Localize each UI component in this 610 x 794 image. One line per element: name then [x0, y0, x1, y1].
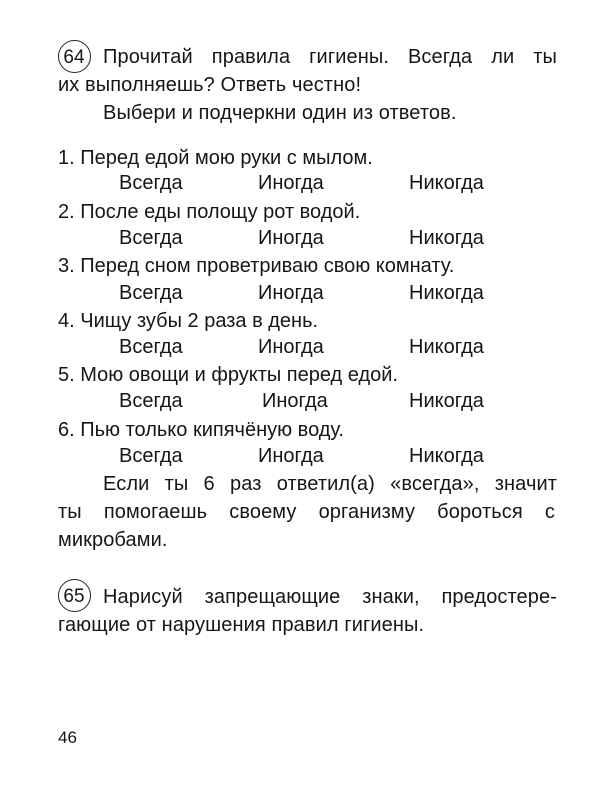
- option-never[interactable]: Никогда: [409, 390, 484, 412]
- option-always[interactable]: Всегда: [119, 172, 183, 194]
- option-sometimes[interactable]: Иногда: [258, 336, 324, 358]
- task-65-line-2: гающие от нарушения правил гигиены.: [58, 614, 425, 636]
- task-65-number-badge: 65: [58, 579, 91, 612]
- rule-item-1: 1. Перед едой мою руки с мылом.: [58, 147, 373, 169]
- answer-options-2: [0, 226, 610, 250]
- rule-item-6: 6. Пью только кипячёную воду.: [58, 419, 344, 441]
- answer-options-6: [0, 444, 610, 468]
- conclusion-line-3: микробами.: [58, 529, 168, 551]
- option-never[interactable]: Никогда: [409, 282, 484, 304]
- option-always[interactable]: Всегда: [119, 282, 183, 304]
- rule-item-5: 5. Мою овощи и фрукты перед едой.: [58, 364, 398, 386]
- task-65-line-1: Нарисуй запрещающие знаки, предостере-: [103, 586, 557, 608]
- option-never[interactable]: Никогда: [409, 172, 484, 194]
- rule-item-4: 4. Чищу зубы 2 раза в день.: [58, 310, 319, 332]
- option-sometimes[interactable]: Иногда: [258, 445, 324, 467]
- conclusion-line-2: ты помогаешь своему организму бороться с: [58, 501, 555, 523]
- task-64-number-badge: 64: [58, 40, 91, 73]
- option-never[interactable]: Никогда: [409, 227, 484, 249]
- option-always[interactable]: Всегда: [119, 227, 183, 249]
- rule-item-3: 3. Перед сном проветриваю свою комнату.: [58, 255, 455, 277]
- rule-item-2: 2. После еды полощу рот водой.: [58, 201, 361, 223]
- option-sometimes[interactable]: Иногда: [258, 282, 324, 304]
- task-64-intro-line-1: Прочитай правила гигиены. Всегда ли ты: [103, 46, 557, 68]
- option-sometimes[interactable]: Иногда: [258, 172, 324, 194]
- answer-options-1: [0, 171, 610, 195]
- answer-options-3: [0, 281, 610, 305]
- option-never[interactable]: Никогда: [409, 336, 484, 358]
- option-sometimes[interactable]: Иногда: [262, 390, 328, 412]
- option-sometimes[interactable]: Иногда: [258, 227, 324, 249]
- answer-options-4: [0, 335, 610, 359]
- option-always[interactable]: Всегда: [119, 390, 183, 412]
- option-always[interactable]: Всегда: [119, 336, 183, 358]
- page-number: 46: [58, 728, 77, 747]
- task-64-instruction: Выбери и подчеркни один из ответов.: [103, 102, 457, 124]
- answer-options-5: [0, 389, 610, 413]
- option-always[interactable]: Всегда: [119, 445, 183, 467]
- conclusion-line-1: Если ты 6 раз ответил(а) «всегда», значит: [103, 473, 557, 495]
- option-never[interactable]: Никогда: [409, 445, 484, 467]
- task-64-intro-line-2: их выполняешь? Ответь честно!: [58, 74, 362, 96]
